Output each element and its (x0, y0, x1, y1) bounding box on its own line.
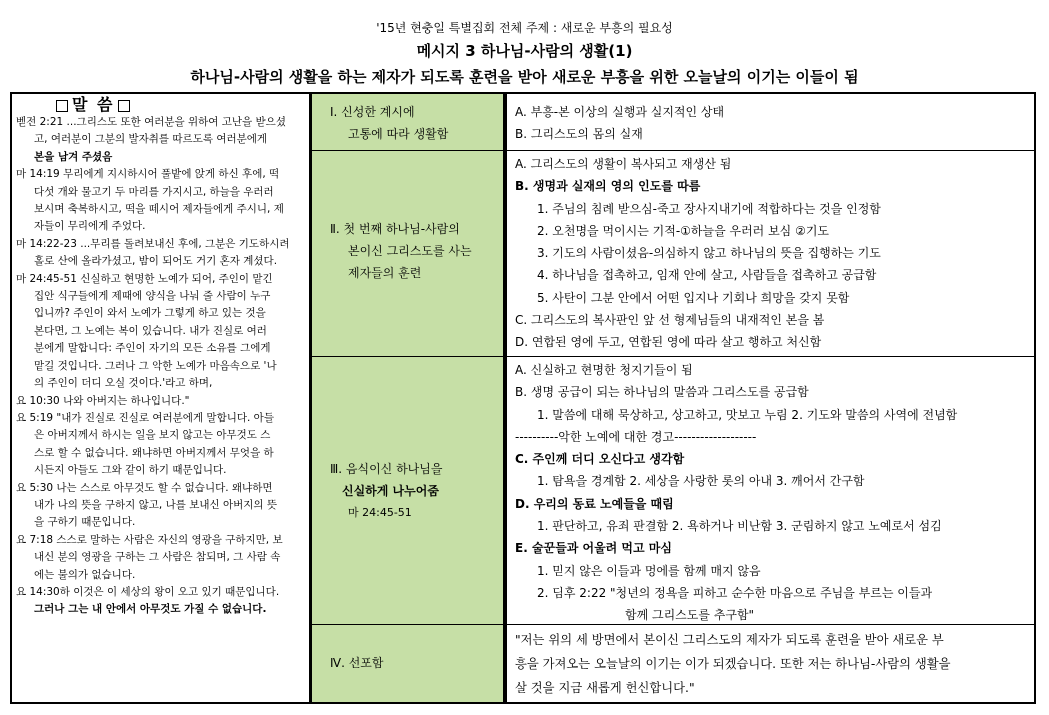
series-title: '15년 현충일 특별집회 전체 주제 : 새로운 부흥의 필요성 (376, 21, 673, 35)
verse-block: 요 5:19 "내가 진실로 진실로 여러분에게 말합니다. 아들 은 아버지께서 하시는 일을 보지 않고는 아무것도 스 스로 할 수 없습니다. 왜냐하면 아버지께서 무엇을 하 시든지 아들도 그와 같이 하기 때문입니다. (16, 411, 274, 477)
square-bullet-icon (118, 100, 130, 112)
column-divider (309, 94, 312, 702)
square-bullet-icon (56, 100, 68, 112)
row-divider (312, 356, 1036, 357)
message-subtitle: 하나님-사람의 생활을 하는 제자가 되도록 훈련을 받아 새로운 부흥을 위한 오늘날의 이기는 이들이 됨 (190, 68, 859, 86)
section-1-title: Ⅰ. 신성한 계시에 고통에 따라 생활함 (330, 105, 449, 141)
verse-block: 요 10:30 나와 아버지는 하나입니다." (16, 394, 190, 407)
verse-block: 마 14:22-23 ...무리를 돌려보내신 후에, 그분은 기도하시려 홀로 산에 올라가셨고, 밤이 되어도 거기 혼자 계셨다. (16, 237, 290, 268)
section-4-title: Ⅳ. 선포함 (330, 656, 384, 670)
scripture-column (12, 94, 309, 702)
verse-block: 요 7:18 스스로 말하는 사람은 자신의 영광을 구하지만, 보 내신 분의 영광을 구하는 그 사람은 참되며, 그 사람 속 에는 불의가 없습니다. (16, 533, 283, 581)
verse-block: 요 14:30하 이것은 이 세상의 왕이 오고 있기 때문입니다. 그러나 그는 내 안에서 아무것도 가질 수 없습니다. (16, 585, 280, 616)
message-title: 메시지 3 하나님-사람의 생활(1) (416, 42, 633, 60)
row-divider (312, 150, 1036, 151)
scripture-heading: 말 씀 (12, 96, 309, 114)
verse-block: 요 5:30 나는 스스로 아무것도 할 수 없습니다. 왜냐하면 내가 나의 뜻을 구하지 않고, 나를 보내신 아버지의 뜻 을 구하기 때문입니다. (16, 481, 278, 529)
column-divider (503, 94, 507, 702)
section-3-points: A. 신실하고 현명한 청지기들이 됨 B. 생명 공급이 되는 하나님의 말씀과 그리스도를 공급함 1. 말씀에 대해 묵상하고, 상고하고, 맛보고 누림 2. 기도와 말씀의 사역에 전념함 ----------악한 노예에 대한 경고------------------- C. 주인께 더디 오신다고 생각함 1. 탐욕을 경계함 2. 세상을 사랑한 롯의 아내 3. 깨어서 간구함 D. 우리의 동료 노예들을 때림 1. 판단하고, 유죄 판결함 2. 욕하거나 비난함 3. 군림하지 않고 노예로서 섬김 E. 술꾼들과 어울려 먹고 마심 1. 믿지 않은 이들과 멍에를 함께 매지 않음 2. 딤후 2:22 "청년의 정욕을 피하고 순수한 마음으로 주님을 부르는 이들과 함께 그리스도를 추구함" (515, 363, 958, 623)
section-2-title: Ⅱ. 첫 번째 하나님-사람의 본이신 그리스도를 사는 제자들의 훈련 (330, 222, 472, 280)
section-2-points: A. 그리스도의 생활이 복사되고 재생산 됨 B. 생명과 실재의 영의 인도를 따름 1. 주님의 침례 받으심-죽고 장사지내기에 적합하다는 것을 인정함 2. 오천명을 먹이시는 기적-①하늘을 우러러 보심 ②기도 3. 기도의 사람이셨음-의심하지 않고 하나님의 뜻을 집행하는 기도 4. 하나님을 접촉하고, 임재 안에 살고, 사람들을 접촉하고 공급함 5. 사탄이 그분 안에서 어떤 입지나 기회나 희망을 갖지 못함 C. 그리스도의 복사판인 앞 선 형제님들의 내재적인 본을 봄 D. 연합된 영에 두고, 연합된 영에 따라 살고 행하고 처신함 (515, 157, 881, 350)
verse-block: 벧전 2:21 ...그리스도 또한 여러분을 위하여 고난을 받으셨 고, 여러분이 그분의 발자취를 따르도록 여러분에게 본을 남겨 주셨음 (16, 116, 286, 163)
section-4-pledge: "저는 위의 세 방면에서 본이신 그리스도의 제자가 되도록 훈련을 받아 새로운 부 흥을 가져오는 오늘날의 이기는 이가 되겠습니다. 또한 저는 하나님-사람의 생활을 살 것을 지금 새롭게 헌신합니다." (515, 633, 951, 695)
section-1-points: A. 부흥-본 이상의 실행과 실지적인 상태 B. 그리스도의 몸의 실재 (515, 105, 725, 142)
section-3-title: Ⅲ. 음식이신 하나님을 신실하게 나누어줌 마 24:45-51 (330, 462, 443, 519)
verse-block: 마 14:19 무리에게 지시하시어 풀밭에 앉게 하신 후에, 떡 다섯 개와 물고기 두 마리를 가지시고, 하늘을 우러러 보시며 축복하시고, 떡을 떼시어 제자들에게 주시니, 제 자들이 무리에게 주었다. (16, 168, 284, 233)
verse-block: 마 24:45-51 신실하고 현명한 노예가 되어, 주인이 맡긴 집안 식구들에게 제때에 양식을 나눠 줄 사람이 누구 입니까? 주인이 와서 노예가 그렇게 하고 있는 것을 본다면, 그 노예는 복이 있습니다. 내가 진실로 여러 분에게 말합니다: 주인이 자기의 모든 소유를 그에게 맡길 것입니다. 그러나 그 악한 노예가 마음속으로 '나 의 주인이 더디 오실 것이다.'라고 하며, (16, 272, 277, 390)
